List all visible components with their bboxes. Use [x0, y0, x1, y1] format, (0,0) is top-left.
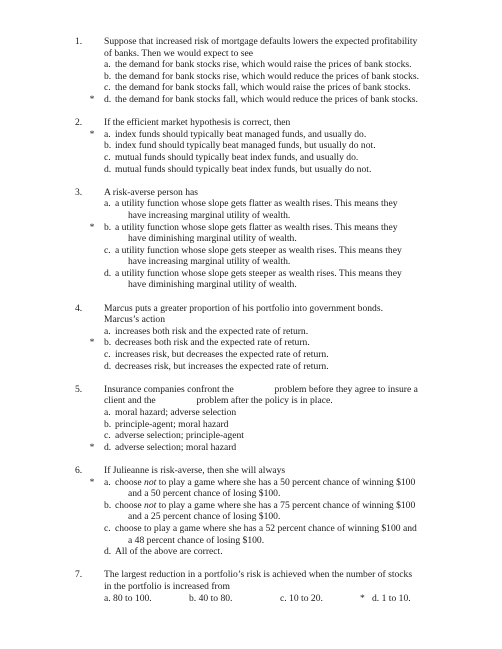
question-number: 6. — [75, 464, 83, 476]
option-text: mutual funds should typically beat index funds, and usually do. — [115, 151, 359, 163]
question-stem — [104, 465, 434, 477]
option-text-part: choose — [115, 499, 145, 511]
option-letter: d. — [104, 93, 112, 105]
question-number: 1. — [75, 36, 83, 47]
option-letter: d. — [104, 163, 112, 175]
answer-option — [104, 430, 436, 442]
option-letter: c. — [104, 349, 111, 361]
option-letter: b. — [104, 418, 112, 430]
option-line: have diminishing marginal utility of wealth. — [128, 279, 297, 291]
option-text: adverse selection; principle-agent — [115, 430, 244, 442]
question-number: 3. — [75, 186, 83, 198]
option-text: increases risk, but decreases the expected rate of return. — [115, 349, 329, 361]
option-text: index funds should typically beat managed funds, and usually do. — [115, 128, 367, 140]
answer-option — [104, 152, 436, 164]
option-line: and a 50 percent chance of losing $100. — [128, 488, 281, 500]
stem-line: If Julieanne is risk-averse, then she will always — [104, 464, 286, 476]
answer-option — [89, 221, 436, 245]
stem-line: in the portfolio is increased from — [104, 580, 231, 592]
question-5 — [0, 384, 502, 454]
stem-line: The largest reduction in a portfolio’s risk is achieved when the number of stocks — [104, 569, 413, 581]
answer-option — [104, 82, 436, 94]
stem-line — [104, 395, 434, 407]
emphasis-text: not — [144, 476, 157, 488]
option-line: a utility function whose slope gets steeper as wealth rises. This means they — [115, 267, 402, 279]
answer-option — [104, 268, 436, 291]
option-text: index fund should typically beat managed funds, but usually do not. — [115, 140, 376, 152]
answer-option — [104, 164, 436, 176]
option-letter: a. — [104, 59, 111, 71]
option-text: moral hazard; adverse selection — [115, 407, 237, 418]
option-text: adverse selection; moral hazard — [115, 441, 237, 453]
answer-option — [89, 128, 436, 141]
option-text: c. 10 to 20. — [280, 592, 323, 604]
option-line: have increasing marginal utility of wealth. — [128, 209, 291, 221]
option-text: the demand for bank stocks fall, which would raise the prices of bank stocks. — [115, 82, 411, 94]
stem-line — [104, 384, 434, 396]
answer-option — [104, 198, 436, 221]
answer-option — [104, 523, 436, 546]
option-letter: a. — [104, 128, 111, 140]
option-letter: d. — [104, 546, 112, 558]
stem-text: problem after the policy is in place. — [196, 395, 333, 407]
option-letter: b. — [104, 499, 112, 511]
answer-option — [104, 326, 436, 338]
answer-option — [89, 337, 436, 349]
option-line: a utility function whose slope gets steeper as wealth rises. This means they — [115, 244, 402, 256]
question-number: 4. — [75, 302, 83, 314]
question-number: 7. — [75, 569, 83, 581]
question-3 — [0, 187, 502, 291]
question-stem — [104, 187, 434, 199]
option-letter: a. — [104, 407, 111, 418]
option-text: the demand for bank stocks fall, which would reduce the prices of bank stocks. — [115, 93, 418, 105]
correct-marker: * — [89, 337, 95, 349]
question-7 — [0, 569, 502, 604]
question-6 — [0, 465, 502, 558]
answer-option — [104, 349, 436, 361]
option-line: a utility function whose slope gets flatter as wealth rises. This means they — [115, 221, 398, 233]
option-letter: b. — [104, 337, 112, 349]
option-text: principle-agent; moral hazard — [115, 418, 229, 430]
stem-line: of banks. Then we would expect to see — [104, 47, 254, 59]
option-text: b. 40 to 80. — [189, 592, 233, 604]
inline-options-row — [104, 593, 484, 605]
option-letter: d. — [104, 441, 112, 453]
option-text: d. 1 to 10. — [372, 592, 411, 604]
correct-marker: * — [89, 93, 95, 105]
option-text — [116, 268, 436, 291]
option-letter: c. — [104, 244, 111, 256]
stem-line: Marcus’s action — [104, 314, 166, 326]
option-letter: c. — [104, 522, 111, 534]
stem-line: Suppose that increased risk of mortgage defaults lowers the expected profitability — [104, 36, 418, 47]
correct-marker: * — [89, 221, 95, 233]
answer-option — [104, 140, 436, 152]
option-text — [116, 500, 436, 523]
stem-text: problem before they agree to insure a — [274, 383, 418, 395]
option-text — [116, 523, 436, 546]
correct-marker: * — [89, 441, 95, 453]
option-letter: a. — [104, 476, 111, 488]
option-line: have diminishing marginal utility of wealth. — [128, 233, 297, 245]
correct-marker: * — [89, 476, 95, 488]
question-4 — [0, 303, 502, 373]
answer-option — [104, 71, 436, 83]
option-line: a 48 percent chance of losing $100. — [128, 534, 265, 546]
option-letter: c. — [104, 82, 111, 94]
option-line: choose to play a game where she has a 52 percent chance of winning $100 and — [115, 522, 417, 534]
document-page — [0, 36, 502, 616]
question-stem — [104, 384, 434, 407]
answer-option — [372, 593, 411, 605]
answer-option — [104, 245, 436, 268]
question-stem — [104, 303, 434, 326]
option-letter: a. — [104, 198, 111, 210]
answer-option — [104, 419, 436, 431]
option-line: and a 25 percent chance of losing $100. — [128, 511, 281, 523]
option-letter: c. — [104, 151, 111, 163]
correct-marker: * — [89, 128, 95, 140]
option-letter: c. — [104, 430, 111, 442]
option-text: mutual funds should typically beat index funds, but usually do not. — [115, 163, 372, 175]
question-number: 2. — [75, 117, 83, 129]
option-text: All of the above are correct. — [115, 546, 223, 558]
option-line: a utility function whose slope gets flatter as wealth rises. This means they — [115, 198, 398, 210]
option-line: have increasing marginal utility of wealth. — [128, 256, 291, 268]
option-text — [116, 198, 436, 221]
option-text: a. 80 to 100. — [104, 592, 152, 604]
stem-text: Insurance companies confront the — [104, 383, 234, 395]
emphasis-text: not — [144, 499, 157, 511]
answer-option — [104, 59, 436, 71]
option-text — [116, 222, 436, 245]
option-text-part: to play a game where she has a 75 percent chance of winning $100 — [156, 499, 416, 511]
option-letter: b. — [104, 140, 112, 152]
option-letter: d. — [104, 267, 112, 279]
answer-option — [104, 593, 152, 605]
question-stem — [104, 117, 434, 129]
option-letter: b. — [104, 221, 112, 233]
answer-option — [89, 93, 436, 106]
answer-option — [104, 407, 436, 419]
option-letter: b. — [104, 70, 112, 82]
option-letter: d. — [104, 360, 112, 372]
answer-option — [104, 361, 436, 373]
question-2 — [0, 117, 502, 175]
stem-line: A risk-averse person has — [104, 186, 199, 198]
stem-line: Marcus puts a greater proportion of his portfolio into government bonds. — [104, 302, 383, 314]
question-number: 5. — [75, 383, 83, 395]
correct-marker: * — [360, 592, 365, 604]
option-letter: a. — [104, 325, 111, 337]
stem-line: If the efficient market hypothesis is correct, then — [104, 117, 291, 129]
option-text: increases both risk and the expected rate of return. — [115, 325, 309, 337]
answer-option — [104, 546, 436, 558]
answer-option — [89, 476, 436, 500]
stem-text: client and the — [104, 395, 156, 407]
question-stem — [104, 569, 434, 592]
option-text-part: choose — [115, 476, 145, 488]
option-text-part: to play a game where she has a 50 percent chance of winning $100 — [156, 476, 416, 488]
option-text: decreases both risk and the expected rate of return. — [115, 337, 310, 349]
answer-option — [189, 593, 232, 605]
question-1 — [0, 36, 502, 106]
option-text: decreases risk, but increases the expected rate of return. — [115, 360, 329, 372]
answer-option — [280, 593, 323, 605]
option-text — [116, 245, 436, 268]
option-text — [116, 477, 436, 500]
answer-option — [104, 500, 436, 523]
option-text: the demand for bank stocks rise, which would reduce the prices of bank stocks. — [115, 70, 419, 82]
question-stem — [104, 36, 434, 59]
option-text: the demand for bank stocks rise, which would raise the prices of bank stocks. — [115, 59, 412, 71]
answer-option — [89, 441, 436, 454]
